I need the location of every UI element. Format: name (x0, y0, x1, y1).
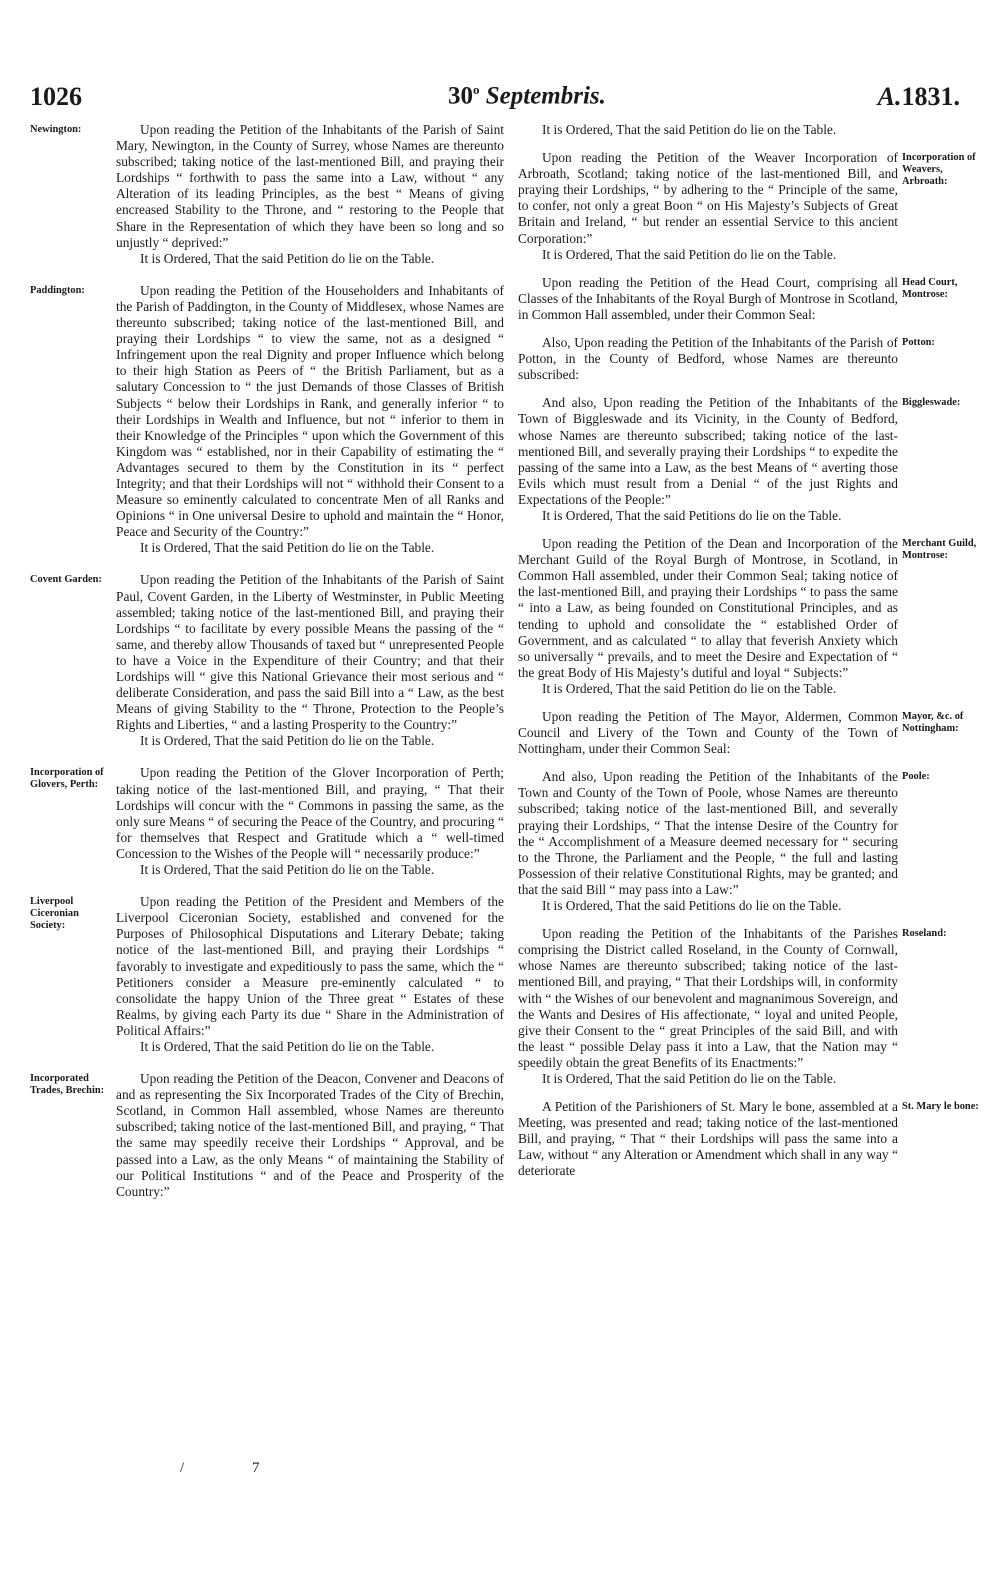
page-number: 1026 (30, 82, 82, 111)
margin-note: Newington: (30, 124, 82, 135)
petition-text: Upon reading the Petition of the Deacon, Convener and Deacons of and as representing the Six Incorporated Trades of the City of Brechin, Scotland, in Common Hall assembled, whose Names are thereunto subscribed; taking notice of the last-mentioned Bill, and praying, “ That the same may speedily receive their Lordships “ Approval, and be passed into a Law, as the only Means “ of maintaining the Stability of our Political Institutions “ and of the Peace and Prosperity of the Country:” (116, 1071, 504, 1199)
right-column (518, 122, 979, 1192)
petition-text: Upon reading the Petition of the Glover Incorporation of Perth; taking notice of the last-mentioned Bill, and praying, “ That their Lordships will concur with the “ Commons in passing the same, as the only sure Means “ of securing the Peace of the Country, and procuring “ for themselves that Respect and Gratitude which a “ well-timed Concession to the Wishes of the People will “ necessarily produce:” (116, 765, 504, 861)
margin-note: Head Court, Montrose: (902, 276, 958, 300)
left-column (30, 122, 504, 1216)
petition-entry (518, 926, 947, 1087)
margin-note: Poole: (902, 771, 930, 783)
petition-entry (518, 122, 898, 138)
page-year (878, 82, 960, 112)
petition-entry (30, 572, 504, 749)
petition-entry (30, 765, 504, 878)
margin-note: Incorporation of Weavers, Arbroath: (902, 152, 976, 188)
petition-entry (518, 395, 961, 524)
margin-note: Liverpool Ciceronian Society: (30, 896, 79, 932)
order-text: It is Ordered, That the said Petition do lie on the Table. (140, 1038, 435, 1054)
order-text: It is Ordered, That the said Petitions do lie on the Table. (542, 507, 842, 523)
margin-note: Biggleswade: (902, 397, 961, 409)
petition-entry (518, 709, 964, 757)
petition-entry (518, 536, 977, 697)
petition-text: And also, Upon reading the Petition of the Inhabitants of the Town and County of the Town of Poole, whose Names are thereunto subscribed; taking notice of the last-mentioned Bill, and severally praying their Lordships, “ That the intense Desire of the Country for the “ Accomplishment of a Measure deemed necessary for “ securing to the Throne, the Parliament and the People, “ the full and lasting Possession of their relative Constitutional Rights, may be granted; and that the said Bill “ may pass into a Law:” (518, 769, 898, 897)
margin-note: Incorporation of Glovers, Perth: (30, 767, 104, 791)
petition-text: Upon reading the Petition of The Mayor, Aldermen, Common Council and Livery of the Town and County of the Town of Nottingham, under their Common Seal: (518, 709, 898, 757)
margin-note: Roseland: (902, 928, 947, 940)
petition-entry (518, 335, 935, 383)
petition-text: Upon reading the Petition of the Inhabitants of the Parish of Saint Paul, Covent Garden, in the Liberty of Westminster, in Public Meeting assembled; taking notice of the last-mentioned Bill, and praying their Lordships “ to facilitate by every possible Means the passing of the “ same, and thereby allow Thousands of taxed but “ unrepresented People to have a Voice in the Expenditure of their Country; and that their Lordships will “ give this National Grievance their most serious and “ deliberate Consideration, and pass the said Bill into a “ Law, as the best Means of giving Stability to the “ Throne, Protection to the People’s Rights and Liberties, “ and a lasting Prosperity to the Country:” (116, 572, 504, 733)
order-text: It is Ordered, That the said Petition do lie on the Table. (542, 246, 837, 262)
petition-entry (30, 282, 504, 557)
petition-text: Upon reading the Petition of the Householders and Inhabitants of the Parish of Paddington, in the County of Middlesex, whose Names are thereunto subscribed; taking notice of the last-mentioned Bill, and praying their Lordships “ to view the same, not as a designed “ Infringement upon the real Dignity and proper Influence which belong to their high Station as Peers of “ the British Parliament, but as a salutary Concession to “ the just Demands of those Classes of British Subjects “ below their Lordships in Rank, and generally inferior “ to their Lordships in Wealth and Influence, but not “ inferior to them in their Knowledge of the Principles “ upon which the Government of this Kingdom was “ established, nor in their Capability of estimating the “ Advantages secured to them by the Constitution in its “ perfect Integrity; and that their Lordships will not “ withhold their Consent to a Measure so eminently calculated to concentrate Men of all Ranks and Opinions “ in One universal Desire to uphold and maintain the “ Honor, Peace and Security of the Country:” (116, 282, 504, 540)
page-date (448, 82, 606, 110)
petition-entry (30, 122, 504, 267)
petition-text: Upon reading the Petition of the Head Court, comprising all Classes of the Inhabitants of the Royal Burgh of Montrose in Scotland, in Common Hall assembled, under their Common Seal: (518, 274, 898, 322)
order-text: It is Ordered, That the said Petition do lie on the Table. (140, 862, 435, 878)
order-text: It is Ordered, That the said Petition do lie on the Table. (542, 1070, 837, 1086)
order-text: It is Ordered, That the said Petition do lie on the Table. (542, 122, 837, 137)
date-month: Septembris. (485, 82, 606, 110)
order-text: It is Ordered, That the said Petitions do lie on the Table. (542, 898, 842, 914)
year-number: 1831. (901, 82, 960, 111)
petition-entry (30, 1071, 504, 1200)
order-text: It is Ordered, That the said Petition do lie on the Table. (542, 680, 837, 696)
petition-entry (518, 150, 976, 263)
petition-text: Upon reading the Petition of the Inhabitants of the Parish of Saint Mary, Newington, in the County of Surrey, whose Names are thereunto subscribed; taking notice of the last-mentioned Bill, and praying their Lordships “ forthwith to pass the same into a Law, without “ any Alteration of its leading Principles, as the best “ Means of giving encreased Stability to the Throne, and “ restoring to the People that Share in the Representation of which they have been so long and so unjustly “ deprived:” (116, 122, 504, 250)
petition-text: A Petition of the Parishioners of St. Mary le bone, assembled at a Meeting, was presented and read; taking notice of the last-mentioned Bill, and praying, “ That “ their Lordships will pass the same into a Law, without “ any Alteration or Amendment which shall in any way “ deteriorate (518, 1099, 898, 1179)
petition-entry (518, 769, 930, 914)
petition-entry (518, 274, 958, 323)
date-day: 30 (448, 82, 473, 110)
margin-note: Covent Garden: (30, 574, 102, 586)
margin-note: Mayor, &c. of Nottingham: (902, 711, 964, 734)
date-superscript: o (473, 82, 480, 97)
petition-entry (518, 1099, 979, 1179)
petition-entry (30, 894, 504, 1055)
petition-text: Upon reading the Petition of the Inhabitants of the Parishes comprising the District called Roseland, in the County of Cornwall, whose Names are thereunto subscribed; taking notice of the last-mentioned Bill, and praying, “ That their Lordships will, in conformity with “ the Wishes of our benevolent and magnanimous Sovereign, and the Wants and Desires of His affectionate, “ loyal and united People, give their Consent to the “ great Principles of the said Bill, and with the least “ possible Delay pass it into a Law, that the Nation may “ speedily obtain the great Benefits of its Enactments:” (518, 926, 898, 1070)
order-text: It is Ordered, That the said Petition do lie on the Table. (140, 733, 435, 749)
margin-note: Incorporated Trades, Brechin: (30, 1073, 105, 1097)
order-text: It is Ordered, That the said Petition do lie on the Table. (140, 250, 435, 266)
margin-note: Merchant Guild, Montrose: (902, 538, 977, 562)
margin-note: St. Mary le bone: (902, 1101, 979, 1113)
petition-text: Upon reading the Petition of the Weaver Incorporation of Arbroath, Scotland; taking notice of the last-mentioned Bill, and praying their Lordships, “ by adhering to the “ Principle of the same, to confer, not only a great Boon “ on His Majesty’s Subjects of Great Britain and Ireland, “ but render an essential Service to this ancient Corporation:” (518, 150, 898, 246)
petition-text: Upon reading the Petition of the Dean and Incorporation of the Merchant Guild of the Royal Burgh of Montrose, in Scotland, in Common Hall assembled, under their Common Seal; taking notice of the last-mentioned Bill, and praying their Lordships “ to pass the same “ into a Law, as being founded on Constitutional Principles, and as tending to uphold and consolidate the “ established Order of Government, and as calculated “ to allay that feverish Anxiety which so universally “ prevails, and to meet the Desire and Expectation of “ the great Body of His Majesty’s dutiful and loyal “ Subjects:” (518, 536, 898, 680)
margin-note: Paddington: (30, 284, 85, 296)
sheet-number: 7 (252, 1460, 260, 1476)
petition-text: Upon reading the Petition of the President and Members of the Liverpool Ciceronian Society, established and convened for the Purposes of Philosophical Disputations and Literary Debate; taking notice of the last-mentioned Bill, and praying their Lordships “ favorably to investigate and expeditiously to pass the same, which the “ Petitioners consider a Measure pre-eminently calculated “ to consolidate the happy Union of the Three great “ Estates of these Realms, by giving each Party its due “ Share in the Administration of Political Affairs:” (116, 894, 504, 1038)
petition-text: Also, Upon reading the Petition of the Inhabitants of the Parish of Potton, in the County of Bedford, whose Names are thereunto subscribed: (518, 335, 898, 383)
signature-mark: / (180, 1460, 185, 1476)
petition-text: And also, Upon reading the Petition of the Inhabitants of the Town of Biggleswade and its Vicinity, in the County of Bedford, whose Names are thereunto subscribed; taking notice of the last-mentioned Bill, and severally praying their Lordships “ to expedite the passing of the same into a Law, as the best Means of “ averting those Evils which must result from a Denial “ of the just Rights and Expectations of the People:” (518, 395, 898, 507)
page-footer (140, 1460, 500, 1480)
page-header (30, 82, 960, 118)
year-prefix: A. (877, 82, 902, 111)
margin-note: Potton: (902, 337, 935, 349)
order-text: It is Ordered, That the said Petition do lie on the Table. (140, 540, 435, 556)
